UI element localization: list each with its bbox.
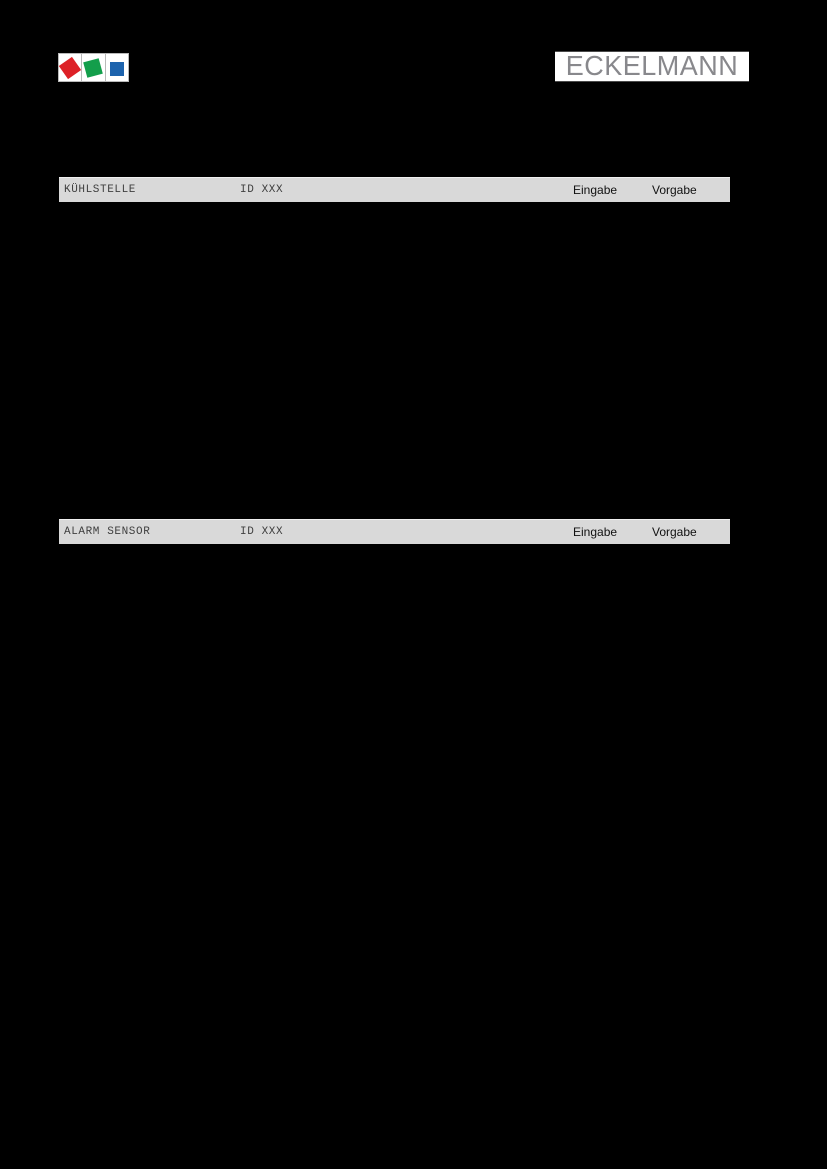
- red-square-icon: [59, 56, 81, 78]
- column-label-eingabe: Eingabe: [573, 525, 618, 539]
- logo-cell-red: [59, 54, 82, 81]
- green-square-icon: [84, 58, 104, 78]
- eckelmann-wordmark: ECKELMANN: [555, 52, 749, 82]
- blue-square-icon: [110, 62, 124, 76]
- column-label-vorgabe: Vorgabe: [652, 525, 697, 539]
- company-logo: [58, 53, 129, 82]
- panel-header-alarm-sensor: [59, 519, 730, 544]
- panel-title: KÜHLSTELLE: [64, 184, 137, 196]
- panel-id-label: ID XXX: [240, 184, 284, 196]
- column-label-vorgabe: Vorgabe: [652, 183, 697, 197]
- logo-cell-green: [82, 54, 105, 81]
- logo-cell-blue: [106, 54, 128, 81]
- panel-title: ALARM SENSOR: [64, 526, 151, 538]
- column-label-eingabe: Eingabe: [573, 183, 618, 197]
- panel-header-kuehlstelle: [59, 177, 730, 202]
- panel-id-label: ID XXX: [240, 526, 284, 538]
